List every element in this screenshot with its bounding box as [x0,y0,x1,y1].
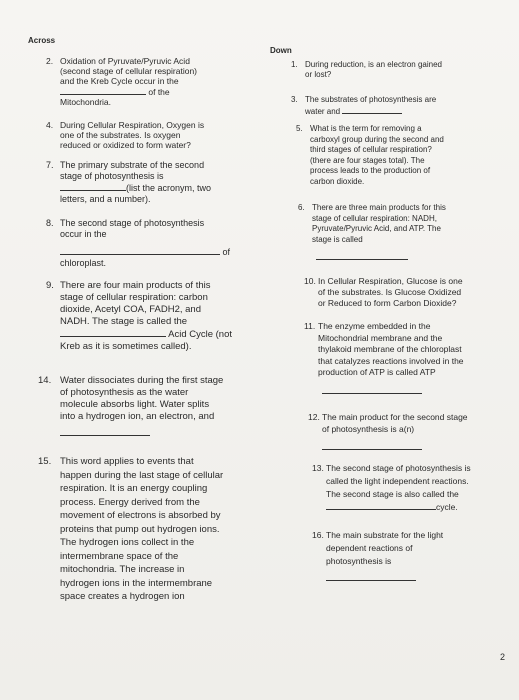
clue-across-14: 14. Water dissociates during the first stage of photosynthesis as the water molecule absorbs light. Water splits into a hydrogen ion, an electron, and [60,375,260,440]
answer-blank[interactable] [326,501,436,510]
down-header: Down [270,46,292,55]
page-number: 2 [499,652,505,662]
answer-blank[interactable] [326,572,416,581]
clue-across-7: 7. The primary substrate of the second stage of photosynthesis is (list the acronym, two letters, and a number). [46,160,212,204]
clue-down-1: 1. During reduction, is an electron gained or lost? [291,60,442,79]
across-header: Across [28,36,56,45]
clue-across-4: 4. During Cellular Respiration, Oxygen is one of the substrates. Is oxygen reduced or oxidized to form water? [46,120,205,150]
answer-blank[interactable] [342,105,402,114]
clue-across-9: 9. There are four main products of this stage of cellular respiration: carbon dioxide, Acetyl COA, FADH2, and NADH. The stage is called the Acid Cycle (not Kreb as it is sometimes called). [46,280,233,352]
clue-down-3: 3. The substrates of photosynthesis are water and [291,95,437,116]
clue-down-5: 5. What is the term for removing a carboxyl group during the second and third stages of cellular respiration? (there are four stages total). The process leads to the production of carbon dioxide. [296,124,444,186]
clue-down-10: 10. In Cellular Respiration, Glucose is one of the substrates. Is Glucose Oxidized or Reduced to form Carbon Dioxide? [304,276,463,308]
clue-down-13: 13. The second stage of photosynthesis is called the light independent reactions. The second stage is also called the cycle. [312,463,471,512]
clue-across-8: 8. The second stage of photosynthesis occur in the of chloroplast. [46,218,231,268]
answer-blank[interactable] [322,385,422,394]
clue-down-12: 12. The main product for the second stage of photosynthesis is a(n) [322,412,507,454]
clue-down-16: 16. The main substrate for the light dependent reactions of photosynthesis is [326,529,511,585]
clue-across-15: 15. This word applies to events that happen during the last stage of cellular respiration. It is an energy coupling process. Energy derived from the movement of electrons is absorbed by proteins that pump out hydrogen ions. The hydrogen ions collect in the intermembrane space of the mitochondria. The increase in hydrogen ions in the intermembrane space creates a hydrogen ion [38,456,224,602]
answer-blank[interactable] [60,427,150,436]
answer-blank[interactable] [322,441,422,450]
clue-down-11: 11. The enzyme embedded in the Mitochondrial membrane and the thylakoid membrane of the chloroplast that catalyzes reactions involved in the production of ATP is called ATP [318,321,503,397]
answer-blank[interactable] [316,251,408,260]
answer-blank[interactable] [60,86,146,95]
answer-blank[interactable] [60,246,220,255]
answer-blank[interactable] [60,182,126,191]
clue-down-6: 6. There are three main products for this stage of cellular respiration: NADH, Pyruvate/Pyruvic Acid, and ATP. The stage is called [312,203,497,264]
clue-across-2: 2. Oxidation of Pyruvate/Pyruvic Acid (second stage of cellular respiration) and the Kreb Cycle occur in the of the Mitochondria. [46,56,198,107]
answer-blank[interactable] [60,328,166,337]
